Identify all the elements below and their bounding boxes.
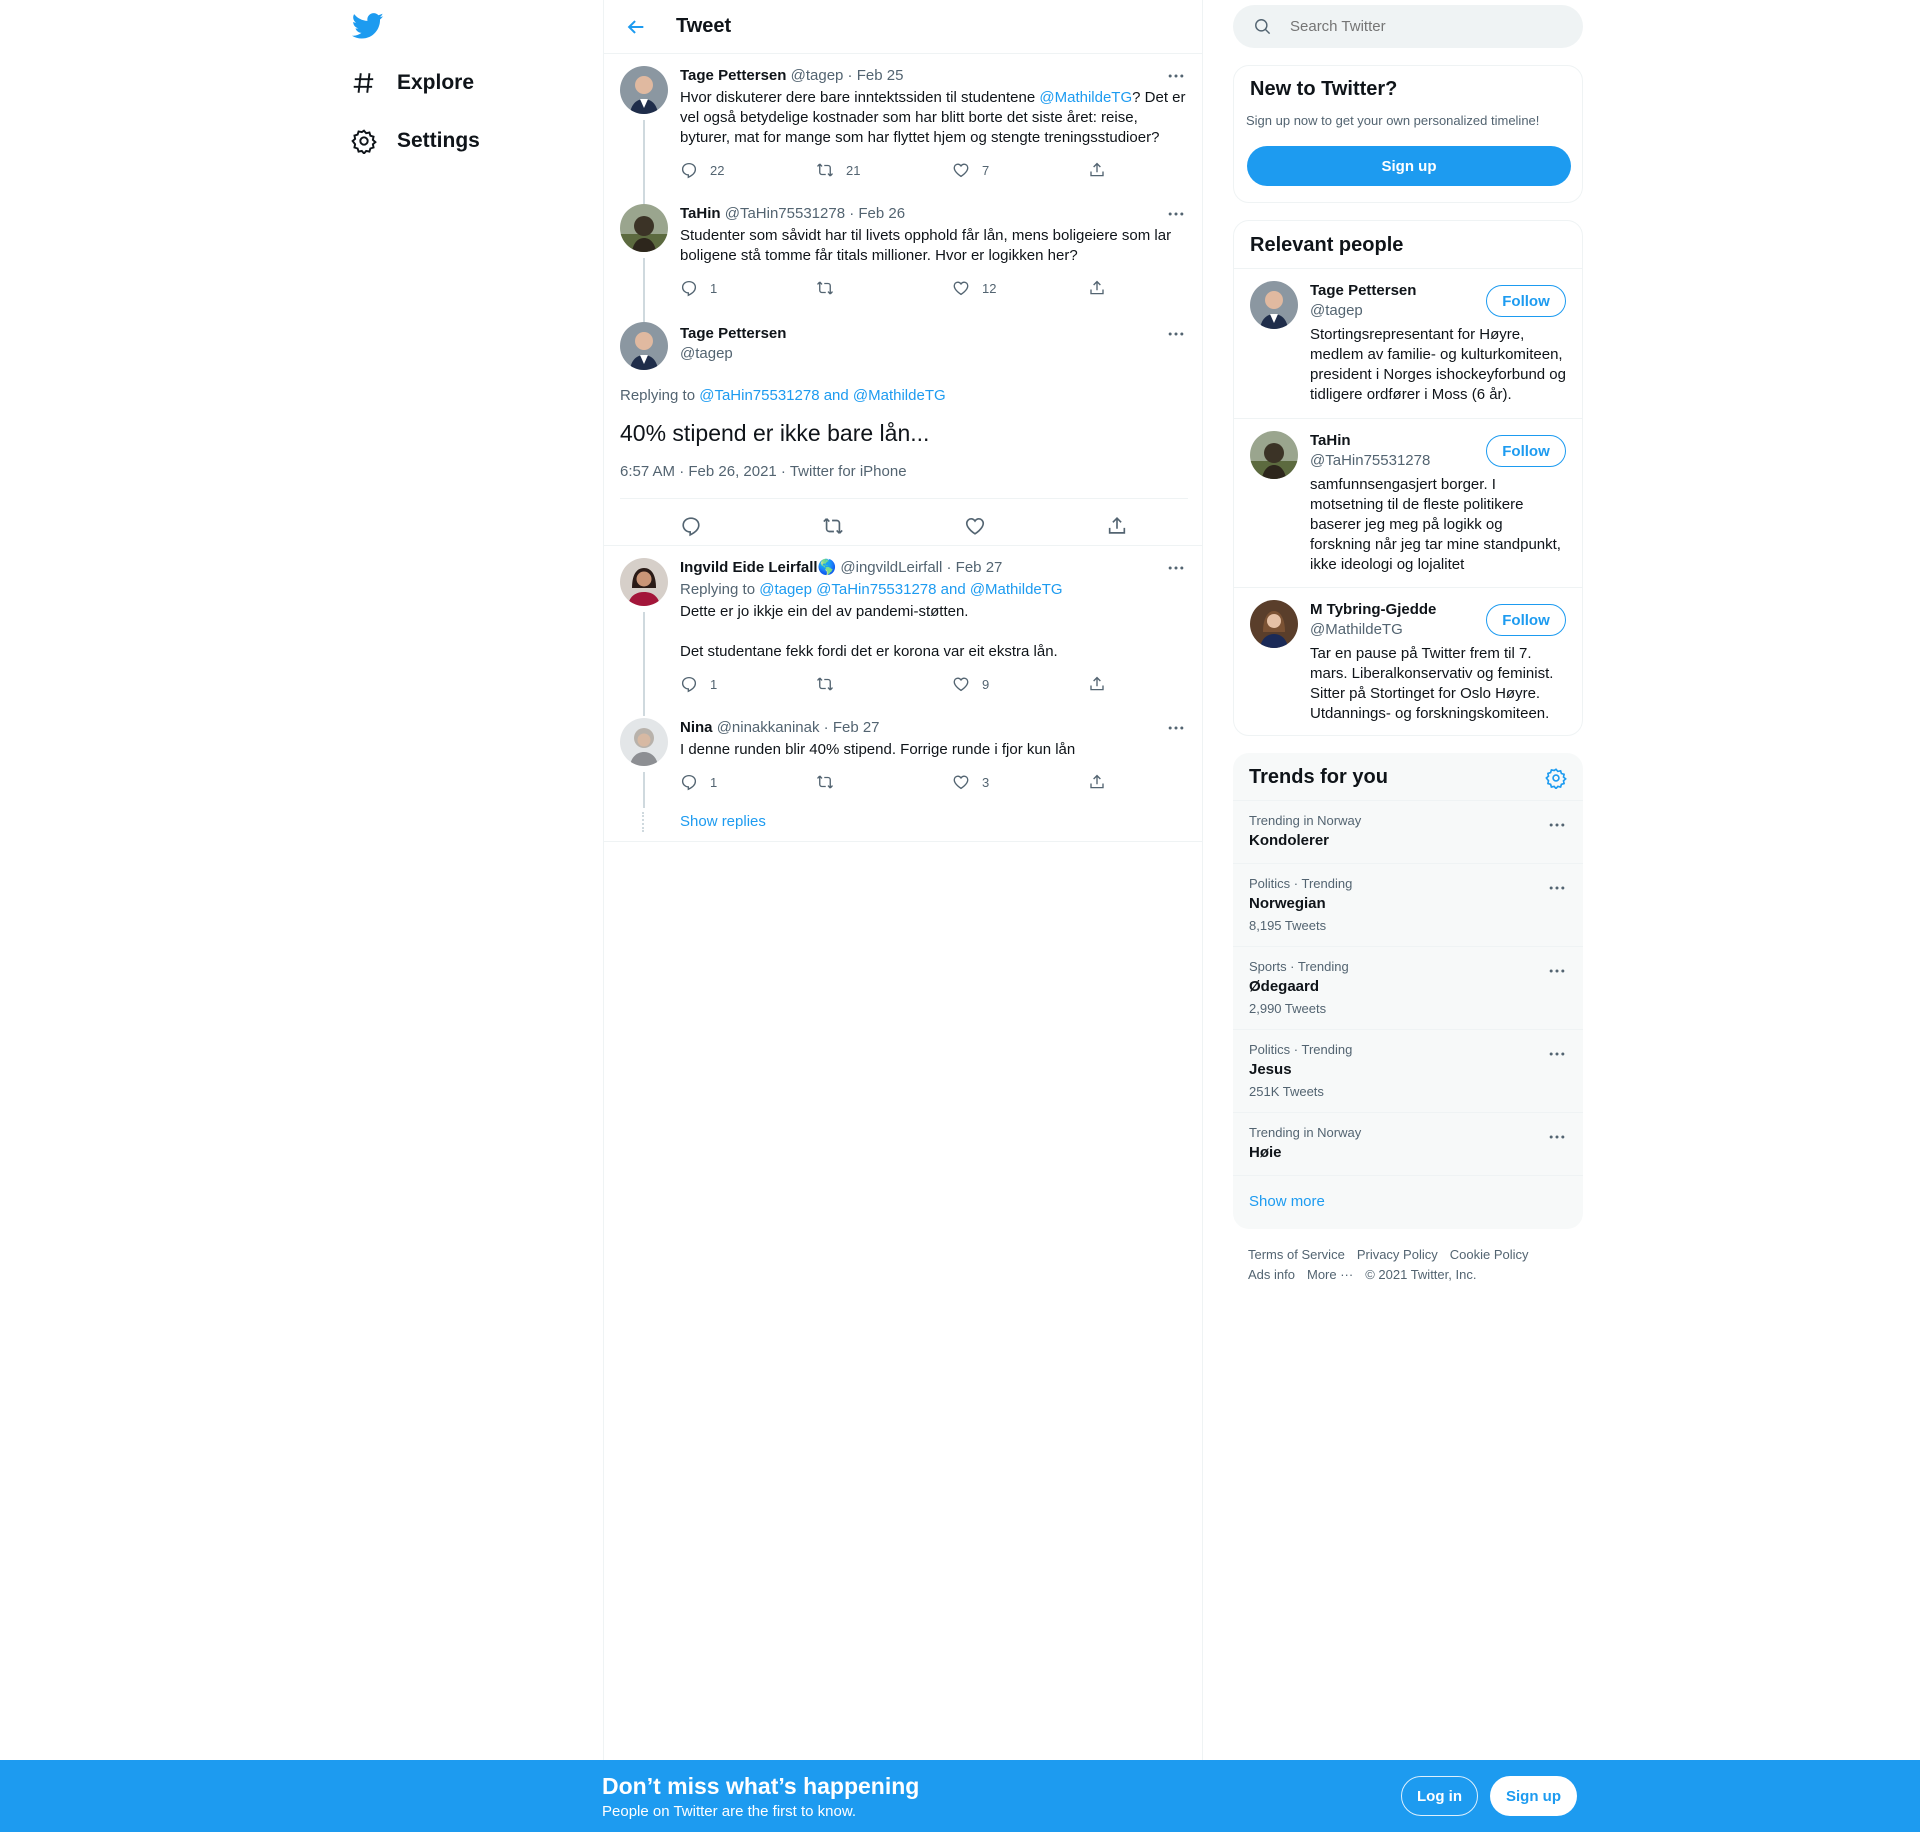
avatar[interactable] [620, 558, 668, 606]
thread-line [643, 258, 645, 320]
search-bar[interactable] [1233, 5, 1583, 48]
person-name[interactable]: TaHin [1310, 432, 1351, 449]
follow-button[interactable]: Follow [1486, 285, 1566, 317]
globe-emoji-icon: 🌎 [817, 559, 837, 576]
more-icon[interactable] [1547, 961, 1567, 981]
divider [604, 545, 1202, 546]
share-icon [1088, 773, 1106, 791]
cookie-link[interactable]: Cookie Policy [1449, 1247, 1529, 1262]
heart-icon [952, 773, 970, 791]
tweet-text: Studenter som såvidt har til livets opphold får lån, mens boligeiere som lar boligene stå tomme får titals millioner. Hvor er logikken her? [680, 227, 1172, 264]
replying-to-links[interactable]: @tagep @TaHin75531278 and @MathildeTG [759, 581, 1063, 598]
card-title: New to Twitter? [1250, 78, 1398, 100]
retweet-button[interactable] [816, 772, 952, 792]
nav-explore[interactable] [351, 63, 474, 103]
trend-context: Trending in Norway [1249, 813, 1362, 828]
terms-link[interactable]: Terms of Service [1248, 1247, 1345, 1262]
avatar[interactable] [1250, 431, 1298, 479]
thread-tweet[interactable] [620, 66, 1188, 200]
trend-context: Politics · Trending [1249, 1042, 1353, 1057]
show-replies-link[interactable]: Show replies [680, 813, 766, 830]
new-to-twitter-card [1233, 65, 1583, 203]
avatar[interactable] [1250, 600, 1298, 648]
bottom-bar-subtitle: People on Twitter are the first to know. [602, 1803, 857, 1820]
more-icon[interactable] [1166, 66, 1186, 86]
retweet-button[interactable] [816, 674, 952, 694]
share-icon [1088, 279, 1106, 297]
reply-tweet[interactable] [620, 718, 1188, 808]
more-icon[interactable] [1166, 204, 1186, 224]
retweet-icon [816, 675, 834, 693]
twitter-logo-icon[interactable] [349, 10, 387, 42]
like-button[interactable]: 9 [952, 674, 1088, 694]
card-subtitle: Sign up now to get your own personalized timeline! [1246, 113, 1540, 128]
share-icon [1088, 161, 1106, 179]
more-icon[interactable] [1547, 878, 1567, 898]
tweet-date[interactable]: · Feb 27 [946, 559, 1003, 576]
signup-button[interactable]: Sign up [1490, 1776, 1577, 1816]
author-handle[interactable]: @ninakkaninak [716, 719, 820, 736]
avatar[interactable] [620, 66, 668, 114]
show-more-row[interactable] [1233, 1175, 1583, 1229]
tweet-actions [680, 772, 1224, 792]
person-handle[interactable]: @TaHin75531278 [1310, 452, 1431, 469]
person-name[interactable]: M Tybring-Gjedde [1310, 601, 1437, 618]
card-title: Trends for you [1249, 766, 1388, 788]
nav-settings-label: Settings [397, 129, 480, 152]
privacy-link[interactable]: Privacy Policy [1356, 1247, 1438, 1262]
person-item[interactable] [1234, 268, 1582, 418]
tweet-actions [680, 278, 1224, 298]
tweet-actions [680, 160, 1224, 180]
like-button[interactable]: 12 [952, 278, 1088, 298]
trend-item[interactable] [1233, 800, 1583, 863]
tweet-actions [680, 674, 1224, 694]
more-icon[interactable] [1166, 718, 1186, 738]
bottom-bar-title: Don’t miss what’s happening [602, 1773, 920, 1799]
author-name[interactable]: Tage Pettersen [680, 325, 787, 342]
page-title: Tweet [676, 15, 732, 37]
divider [620, 498, 1188, 499]
trend-name: Kondolerer [1249, 832, 1330, 849]
tweet-text: Hvor diskuterer dere bare inntektssiden til studentene @MathildeTG? Det er vel også betydelige kostnader som har blitt borte det siste året: reise, byturer, mat for mange som har flyttet hjem og stengte treningsstudioer? [680, 89, 1186, 146]
gear-icon [351, 128, 377, 154]
person-handle[interactable]: @MathildeTG [1310, 621, 1403, 638]
person-bio: samfunnsengasjert borger. I motsetning til de fleste politikere baserer jeg meg på logikk og forskning når jeg tar mine standpunkt, ikke ideologi og lojalitet [1310, 476, 1561, 573]
trend-item[interactable] [1233, 946, 1583, 1029]
trend-name: Jesus [1249, 1061, 1292, 1078]
retweet-icon [816, 773, 834, 791]
follow-button[interactable]: Follow [1486, 604, 1566, 636]
thread-tweet[interactable] [620, 204, 1188, 318]
reply-tweet[interactable] [620, 558, 1188, 716]
more-icon[interactable] [1547, 815, 1567, 835]
tweet-text: Det studentane fekk fordi det er korona var eit ekstra lån. [680, 643, 1058, 660]
author-handle[interactable]: @TaHin75531278 [724, 205, 846, 222]
copyright: © 2021 Twitter, Inc. [1365, 1267, 1477, 1282]
share-button[interactable] [1088, 278, 1224, 298]
focused-tweet [620, 322, 1188, 544]
thread-dots [642, 812, 644, 832]
search-icon [1253, 17, 1272, 36]
avatar[interactable] [620, 718, 668, 766]
avatar[interactable] [620, 204, 668, 252]
thread-line [643, 196, 645, 204]
trend-item[interactable] [1233, 1112, 1583, 1175]
share-button[interactable] [1088, 772, 1224, 792]
card-title: Relevant people [1250, 234, 1404, 256]
author-name[interactable]: Ingvild Eide Leirfall [680, 559, 818, 576]
trend-name: Norwegian [1249, 895, 1326, 912]
replying-to: Replying to @tagep @TaHin75531278 and @MathildeTG [680, 581, 1063, 598]
person-handle[interactable]: @tagep [1310, 302, 1363, 319]
replying-to-links[interactable]: @TaHin75531278 and @MathildeTG [699, 387, 946, 404]
avatar[interactable] [620, 322, 668, 370]
trends-card [1233, 753, 1583, 1229]
avatar[interactable] [1250, 281, 1298, 329]
author-name[interactable]: Nina [680, 719, 713, 736]
more-icon[interactable] [1166, 558, 1186, 578]
person-item[interactable] [1234, 587, 1582, 736]
reply-icon[interactable] [680, 515, 702, 537]
tweet-date[interactable]: · Feb 25 [847, 67, 904, 84]
trend-count: 8,195 Tweets [1249, 918, 1327, 933]
tweet-date[interactable]: · Feb 26 [849, 205, 906, 222]
focused-tweet-actions [620, 508, 1188, 544]
trend-name: Høie [1249, 1144, 1282, 1161]
tweet-date[interactable]: · Feb 27 [823, 719, 880, 736]
tweet-text: I denne runden blir 40% stipend. Forrige runde i fjor kun lån [680, 741, 1076, 758]
replying-to: Replying to @TaHin75531278 and @MathildeTG [620, 387, 946, 404]
show-more-link[interactable]: Show more [1249, 1193, 1325, 1210]
person-item[interactable] [1234, 418, 1582, 587]
author-handle[interactable]: @tagep [680, 345, 733, 362]
trend-name: Ødegaard [1249, 978, 1320, 995]
search-input[interactable] [1290, 18, 1550, 35]
retweet-button[interactable] [816, 278, 952, 298]
author-name[interactable]: Tage Pettersen [680, 67, 787, 84]
more-icon[interactable] [1547, 1044, 1567, 1064]
thread-line [643, 120, 645, 200]
ads-info-link[interactable]: Ads info [1248, 1267, 1295, 1282]
nav-explore-label: Explore [397, 71, 475, 94]
reply-icon [680, 675, 698, 693]
trend-count: 2,990 Tweets [1249, 1001, 1327, 1016]
reply-button[interactable]: 22 [680, 160, 816, 180]
mention-link[interactable]: @MathildeTG [1039, 89, 1133, 106]
trend-context: Trending in Norway [1249, 1125, 1362, 1140]
heart-icon [952, 675, 970, 693]
follow-button[interactable]: Follow [1486, 435, 1566, 467]
person-bio: Stortingsrepresentant for Høyre, medlem av familie- og kulturkomiteen, president i Norges ishockeyforbund og tidligere ordfører i Moss (6 år). [1310, 326, 1566, 403]
focused-tweet-text: 40% stipend er ikke bare lån... [620, 420, 930, 446]
heart-icon [952, 279, 970, 297]
reply-icon [680, 161, 698, 179]
person-name[interactable]: Tage Pettersen [1310, 282, 1417, 299]
thread-line [643, 612, 645, 716]
retweet-button[interactable]: 21 [816, 160, 952, 180]
reply-icon [680, 773, 698, 791]
reply-button[interactable]: 1 [680, 674, 816, 694]
more-icon[interactable] [1166, 324, 1186, 344]
reply-button[interactable]: 1 [680, 772, 816, 792]
hashtag-icon [351, 70, 377, 96]
like-button[interactable]: 7 [952, 160, 1088, 180]
tweet-meta[interactable]: 6:57 AM · Feb 26, 2021 · Twitter for iPhone [620, 463, 907, 480]
trend-context: Politics · Trending [1249, 876, 1353, 891]
reply-icon [680, 279, 698, 297]
back-arrow-icon[interactable] [625, 16, 647, 38]
reply-button[interactable]: 1 [680, 278, 816, 298]
login-button[interactable]: Log in [1401, 1776, 1478, 1816]
share-icon[interactable] [1106, 515, 1128, 537]
trend-item[interactable] [1233, 1029, 1583, 1112]
relevant-people-card [1233, 220, 1583, 736]
heart-icon[interactable] [964, 515, 986, 537]
trend-item[interactable] [1233, 863, 1583, 946]
more-icon[interactable] [1547, 1127, 1567, 1147]
main-column [603, 0, 1203, 1760]
footer-links [1248, 1245, 1541, 1285]
like-button[interactable]: 3 [952, 772, 1088, 792]
retweet-icon [816, 279, 834, 297]
more-link[interactable]: More ··· [1306, 1267, 1354, 1282]
tweet-text: Dette er jo ikkje ein del av pandemi-støtten. [680, 603, 969, 620]
nav-settings[interactable] [351, 121, 480, 161]
thread-line [643, 772, 645, 808]
sign-up-button[interactable]: Sign up [1247, 146, 1571, 186]
retweet-icon [816, 161, 834, 179]
retweet-icon[interactable] [822, 515, 844, 537]
divider [604, 841, 1202, 842]
tweet-header [604, 0, 1202, 54]
author-handle[interactable]: @tagep [790, 67, 844, 84]
trend-context: Sports · Trending [1249, 959, 1349, 974]
author-handle[interactable]: @ingvildLeirfall [840, 559, 943, 576]
author-name[interactable]: TaHin [680, 205, 721, 222]
share-button[interactable] [1088, 160, 1224, 180]
person-bio: Tar en pause på Twitter frem til 7. mars. Liberalkonservativ og feminist. Sitter på Stortinget for Oslo Høyre. Utdannings- og forskningskomiteen. [1310, 645, 1554, 722]
share-button[interactable] [1088, 674, 1224, 694]
share-icon [1088, 675, 1106, 693]
gear-icon[interactable] [1545, 767, 1567, 789]
bottom-signup-bar [0, 1760, 1920, 1832]
trend-count: 251K Tweets [1249, 1084, 1324, 1099]
heart-icon [952, 161, 970, 179]
